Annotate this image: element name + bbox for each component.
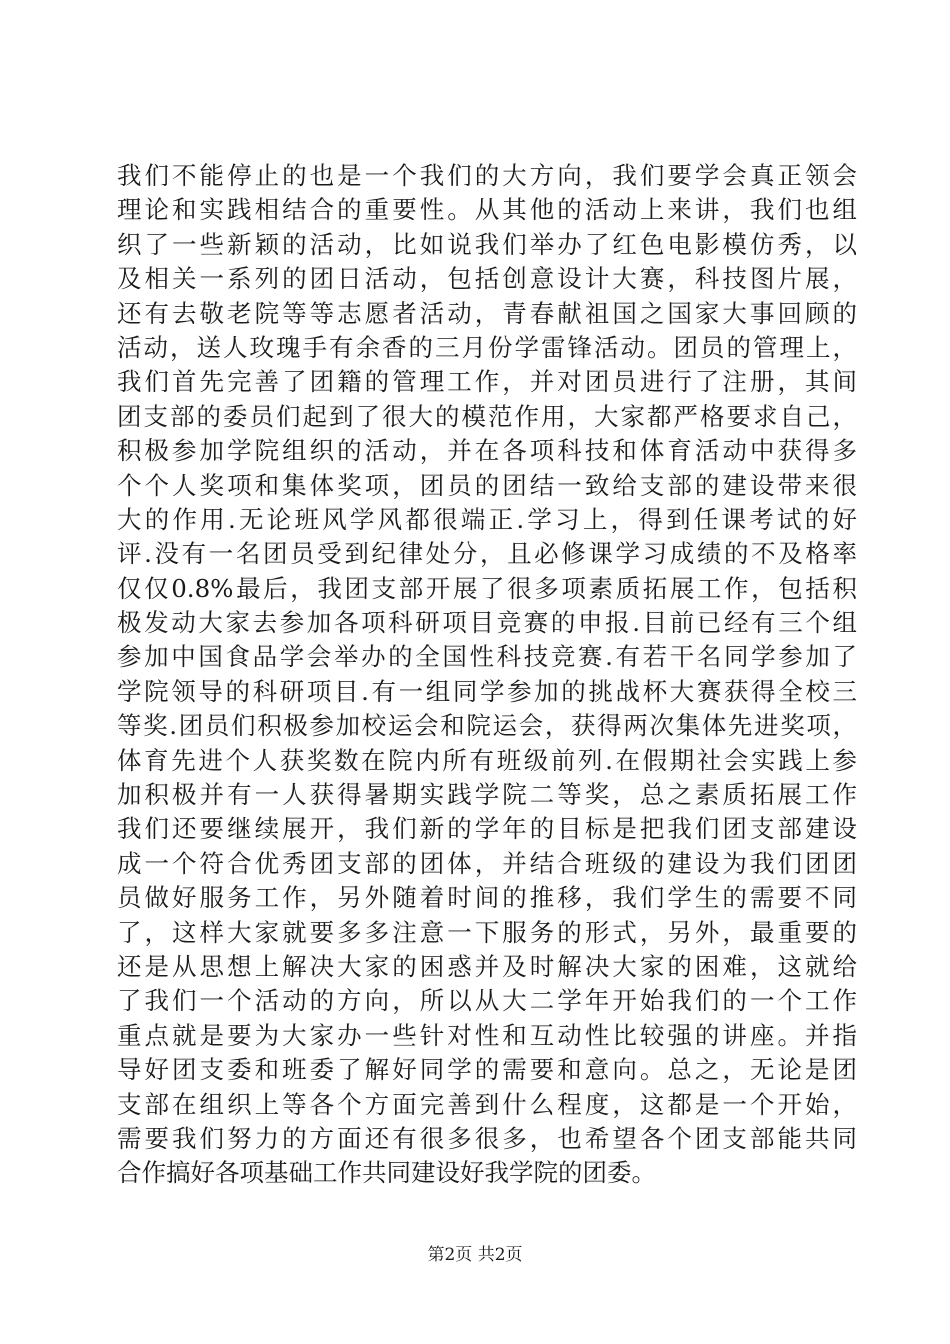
text-line: 我们不能停止的也是一个我们的大方向，我们要学会真正领会	[117, 161, 857, 190]
text-line: 加积极并有一人获得暑期实践学院二等奖，总之素质拓展工作	[117, 780, 857, 810]
text-line: 支部在组织上等各个方面完善到什么程度，这都是一个开始，	[117, 1089, 857, 1119]
text-line: 我们首先完善了团籍的管理工作，并对团员进行了注册，其间	[117, 367, 857, 397]
text-line: 及相关一系列的团日活动，包括创意设计大赛，科技图片展，	[117, 264, 857, 294]
text-line: 团支部的委员们起到了很大的模范作用，大家都严格要求自己，	[117, 401, 857, 431]
text-line: 体育先进个人获奖数在院内所有班级前列.在假期社会实践上参	[117, 745, 857, 775]
text-line: 需要我们努力的方面还有很多很多，也希望各个团支部能共同	[117, 1123, 857, 1153]
text-line: 等奖.团员们积极参加校运会和院运会，获得两次集体先进奖项，	[117, 711, 857, 741]
text-line: 个个人奖项和集体奖项，团员的团结一致给支部的建设带来很	[117, 470, 857, 500]
text-line: 成一个符合优秀团支部的团体，并结合班级的建设为我们团团	[117, 848, 857, 878]
text-line: 极发动大家去参加各项科研项目竞赛的申报.目前已经有三个组	[117, 608, 857, 638]
text-line: 织了一些新颖的活动，比如说我们举办了红色电影模仿秀，以	[117, 229, 857, 259]
text-line: 了我们一个活动的方向，所以从大二学年开始我们的一个工作	[117, 986, 857, 1016]
text-line: 还是从思想上解决大家的困惑并及时解决大家的困难，这就给	[117, 951, 857, 981]
text-line: 我们还要继续展开，我们新的学年的目标是把我们团支部建设	[117, 814, 857, 844]
text-line: 理论和实践相结合的重要性。从其他的活动上来讲，我们也组	[117, 195, 857, 225]
text-line: 活动，送人玫瑰手有余香的三月份学雷锋活动。团员的管理上，	[117, 332, 857, 362]
text-line: 重点就是要为大家办一些针对性和互动性比较强的讲座。并指	[117, 1020, 857, 1050]
text-line: 评.没有一名团员受到纪律处分，且必修课学习成绩的不及格率	[117, 539, 857, 569]
text-line-last: 合作搞好各项基础工作共同建设好我学院的团委。	[117, 1158, 656, 1188]
text-line: 了，这样大家就要多多注意一下服务的形式，另外，最重要的	[117, 917, 857, 947]
text-line: 积极参加学院组织的活动，并在各项科技和体育活动中获得多	[117, 436, 857, 466]
text-line: 学院领导的科研项目.有一组同学参加的挑战杯大赛获得全校三	[117, 676, 857, 706]
text-line: 仅仅0.8%最后，我团支部开展了很多项素质拓展工作，包括积	[117, 573, 857, 603]
text-line: 还有去敬老院等等志愿者活动，青春献祖国之国家大事回顾的	[117, 298, 857, 328]
text-line: 员做好服务工作，另外随着时间的推移，我们学生的需要不同	[117, 883, 857, 913]
text-line: 参加中国食品学会举办的全国性科技竞赛.有若干名同学参加了	[117, 642, 857, 672]
text-line: 大的作用.无论班风学风都很端正.学习上，得到任课考试的好	[117, 504, 857, 534]
body-paragraph	[117, 159, 857, 1191]
page-footer: 第2页 共2页	[427, 1245, 523, 1265]
text-line: 导好团支委和班委了解好同学的需要和意向。总之，无论是团	[117, 1055, 857, 1085]
